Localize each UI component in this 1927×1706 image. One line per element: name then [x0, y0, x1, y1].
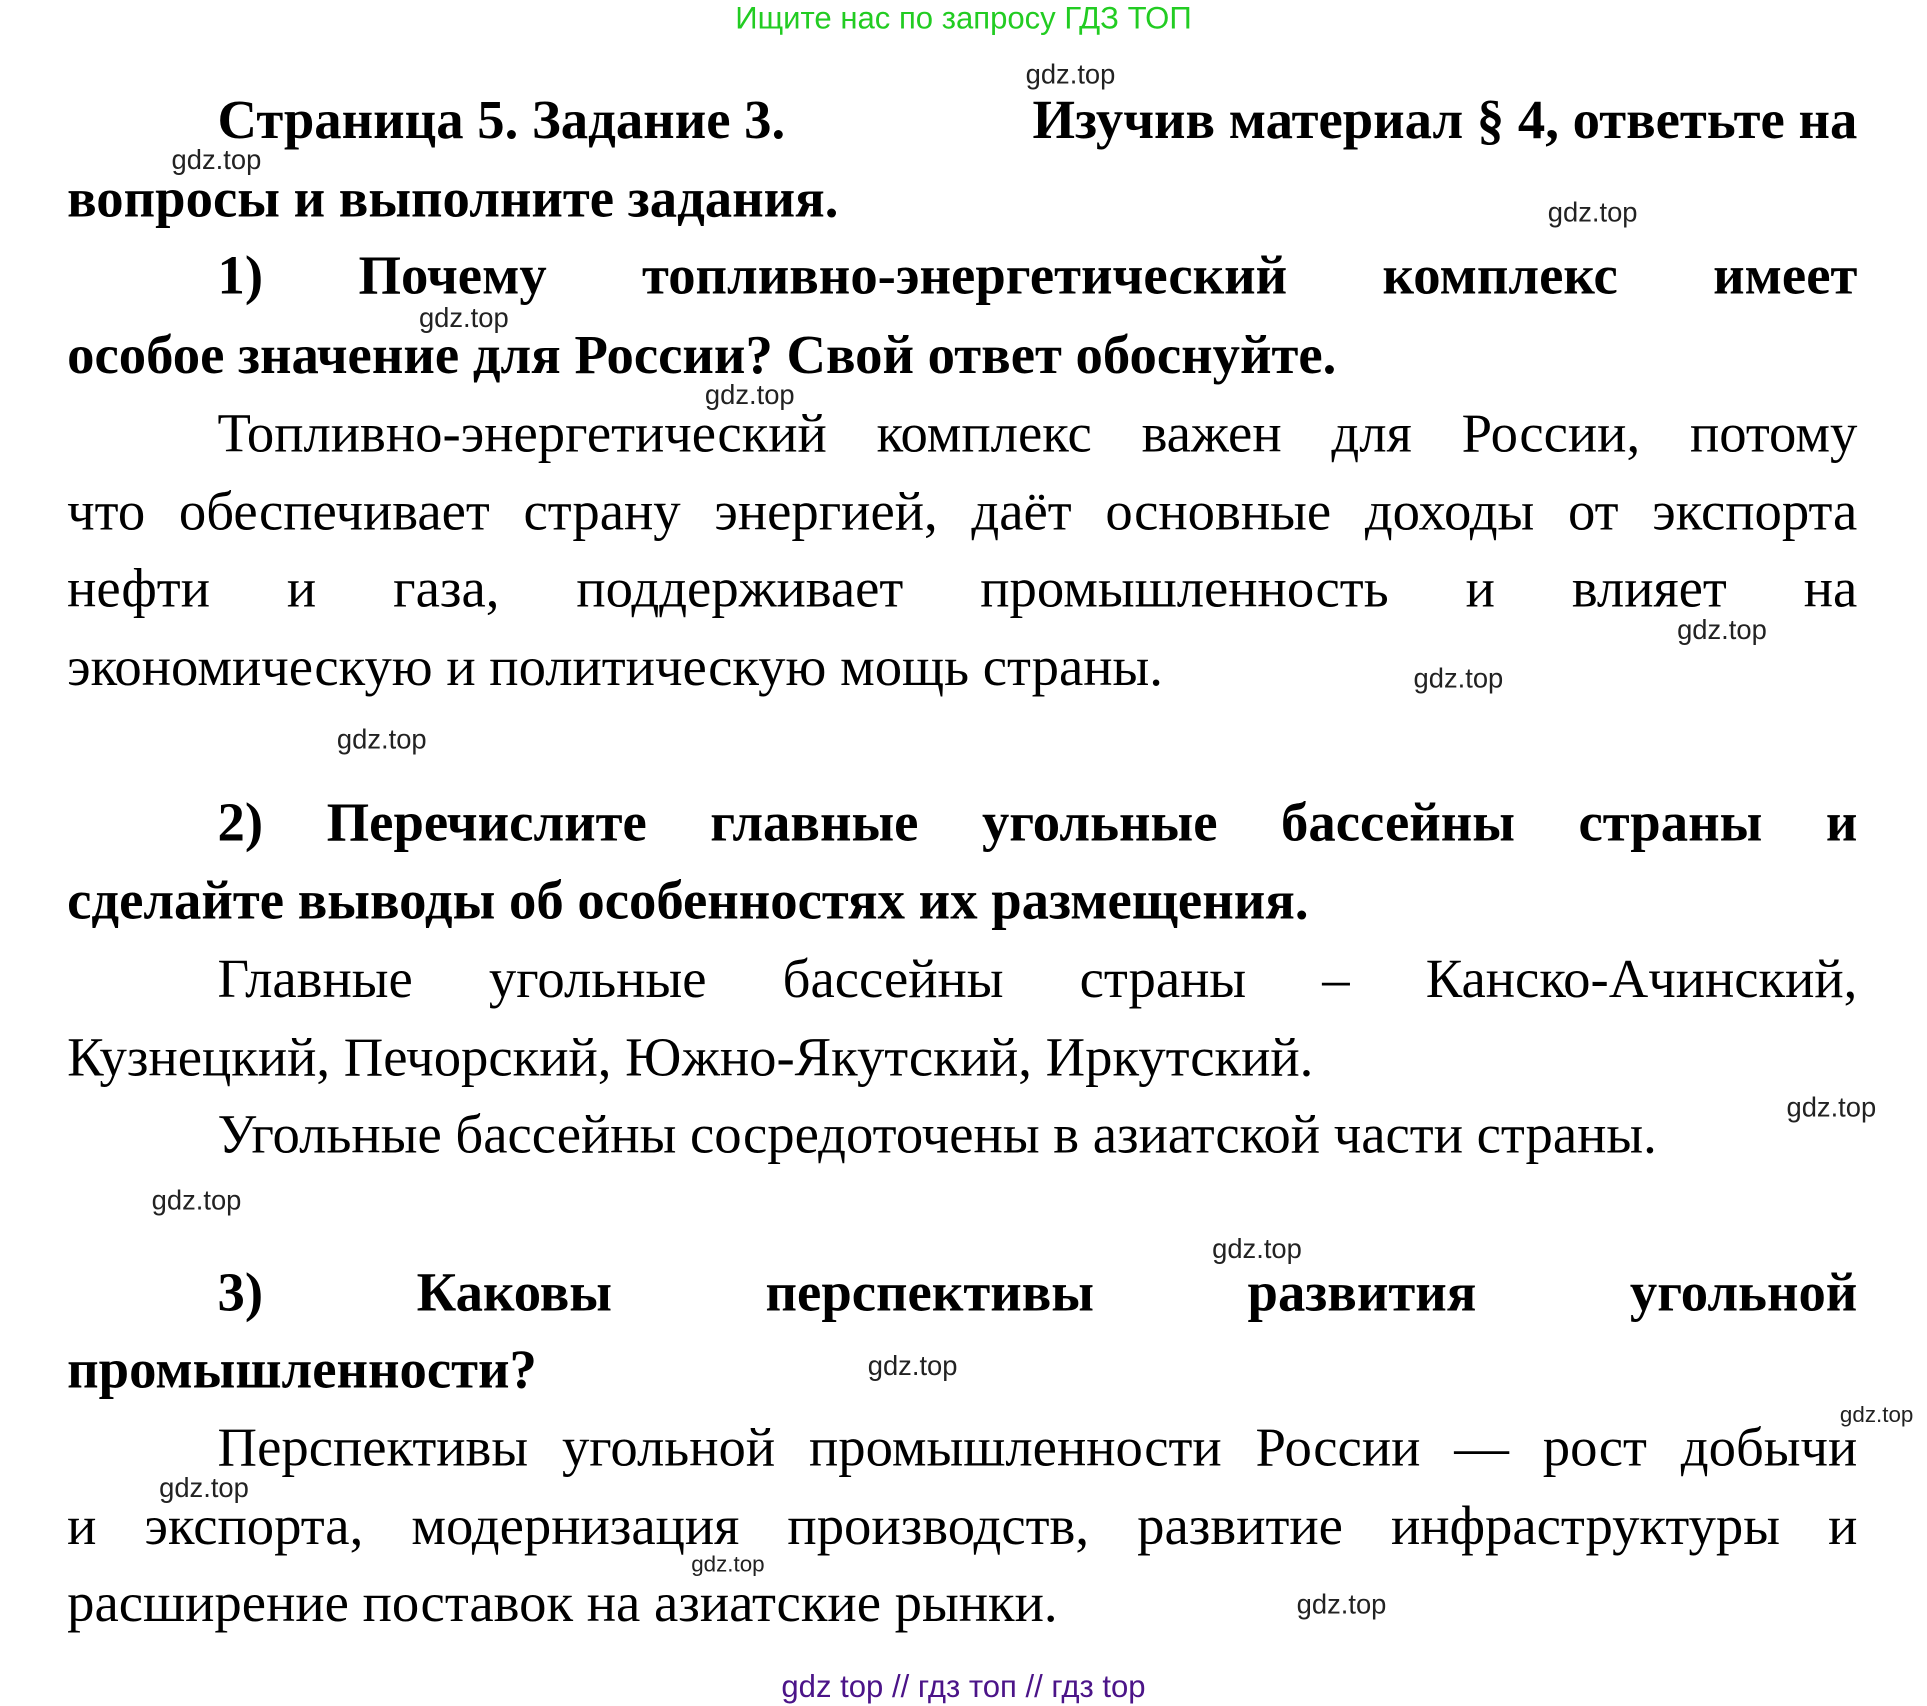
question-2-line: 2) Перечислите главные угольные бассейны страны и — [217, 791, 1858, 853]
watermark: gdz.top — [1212, 1233, 1302, 1265]
watermark: gdz.top — [1547, 196, 1638, 228]
answer-1-line: Топливно-энергетический комплекс важен для России, потому — [217, 402, 1858, 464]
answer-2-line: Кузнецкий, Печорский, Южно-Якутский, Иркутский. — [67, 1026, 1314, 1088]
question-1-line: 1) Почему топливно-энергетический комплекс имеет — [217, 244, 1858, 306]
watermark: gdz.top — [336, 723, 427, 755]
watermark: gdz.top — [1839, 1402, 1914, 1428]
footer-links: gdz top // гдз топ // гдз top — [781, 1669, 1146, 1705]
answer-2-line: Главные угольные бассейны страны – Канско-Ачинский, — [217, 948, 1858, 1010]
watermark: gdz.top — [418, 302, 509, 334]
title-right: Изучив материал § 4, ответьте на — [1032, 89, 1858, 151]
watermark: gdz.top — [171, 144, 262, 176]
question-3-line: промышленности? — [67, 1338, 537, 1400]
watermark: gdz.top — [159, 1471, 249, 1504]
question-3-line: 3) Каковы перспективы развития угольной — [217, 1261, 1858, 1323]
answer-1-line: нефти и газа, поддерживает промышленность и влияет на — [67, 558, 1858, 620]
title-line2: вопросы и выполните задания. — [67, 167, 839, 229]
watermark: gdz.top — [867, 1350, 958, 1382]
question-2-line: сделайте выводы об особенностях их размещения. — [67, 870, 1309, 932]
answer-3-line: расширение поставок на азиатские рынки. — [67, 1572, 1058, 1634]
answer-3-line: и экспорта, модернизация производств, развитие инфраструктуры и — [67, 1495, 1858, 1557]
answer-1-line: экономическую и политическую мощь страны. — [67, 636, 1163, 698]
watermark: gdz.top — [1677, 614, 1767, 646]
answer-2-line: Угольные бассейны сосредоточены в азиатской части страны. — [217, 1103, 1657, 1165]
watermark: gdz.top — [151, 1184, 242, 1216]
watermark: gdz.top — [1296, 1588, 1387, 1620]
answer-1-line: что обеспечивает страну энергией, даёт основные доходы от экспорта — [67, 481, 1858, 543]
watermark: gdz.top — [1786, 1091, 1877, 1123]
watermark: gdz.top — [1413, 662, 1504, 694]
search-banner: Ищите нас по запросу ГДЗ ТОП — [735, 1, 1192, 37]
watermark: gdz.top — [1025, 58, 1116, 90]
answer-3-line: Перспективы угольной промышленности России — рост добычи — [217, 1417, 1858, 1479]
title-left: Страница 5. Задание 3. — [217, 89, 786, 151]
watermark: gdz.top — [691, 1551, 765, 1577]
watermark: gdz.top — [704, 379, 795, 411]
question-1-line: особое значение для России? Свой ответ обоснуйте. — [67, 324, 1337, 386]
